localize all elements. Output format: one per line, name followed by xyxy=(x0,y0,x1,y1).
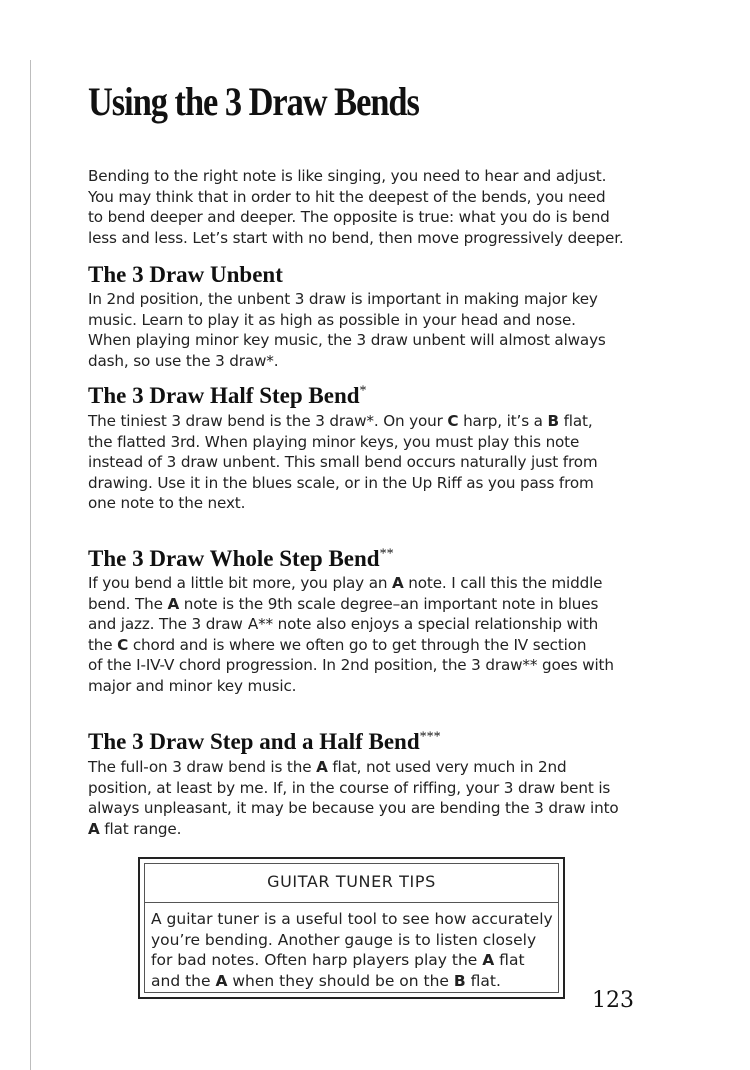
paragraph-step-and-half-bend: The full-on 3 draw bend is the A flat, not used very much in 2nd position, at least by me. If, in the course of riffing, your 3 draw bent is always unpleasant, it may be because you are bending the 3 draw into A flat range. xyxy=(88,758,619,838)
guitar-tuner-tips-box xyxy=(138,857,565,999)
paragraph-unbent: In 2nd position, the unbent 3 draw is important in making major key music. Learn to play it as high as possible in your head and nose. When playing minor key music, the 3 draw unbent will almost always dash, so use the 3 draw*. xyxy=(88,290,606,370)
tips-divider xyxy=(145,902,558,903)
heading-half-step-bend: The 3 Draw Half Step Bend* xyxy=(88,383,367,408)
heading-unbent: The 3 Draw Unbent xyxy=(88,262,283,287)
heading-step-and-half-bend: The 3 Draw Step and a Half Bend*** xyxy=(88,729,441,754)
page-margin-line xyxy=(30,60,31,1070)
paragraph-half-step-bend: The tiniest 3 draw bend is the 3 draw*. On your C harp, it’s a B flat, the flatted 3rd. When playing minor keys, you must play this note instead of 3 draw unbent. This small bend occurs naturally just from drawing. Use it in the blues scale, or in the Up Riff as you pass from one note to the next. xyxy=(88,412,598,512)
paragraph-whole-step-bend: If you bend a little bit more, you play an A note. I call this the middle bend. The A note is the 9th scale degree–an important note in blues and jazz. The 3 draw A** note also enjoys a special relationship with the C chord and is where we often go to get through the IV section of the I-IV-V chord progression. In 2nd position, the 3 draw** goes with major and minor key music. xyxy=(88,574,614,695)
heading-whole-step-bend: The 3 Draw Whole Step Bend** xyxy=(88,546,394,571)
page-title: Using the 3 Draw Bends xyxy=(88,79,419,124)
page-number: 123 xyxy=(592,988,634,1013)
intro-paragraph: Bending to the right note is like singing, you need to hear and adjust. You may think that in order to hit the deepest of the bends, you need to bend deeper and deeper. The opposite is true: what you do is bend less and less. Let’s start with no bend, then move progressively deeper. xyxy=(88,167,624,247)
tips-body: A guitar tuner is a useful tool to see how accurately you’re bending. Another gauge is to listen closely for bad notes. Often harp players play the A flat and the A when they should be on the B flat. xyxy=(151,910,553,990)
tips-title: GUITAR TUNER TIPS xyxy=(267,872,436,891)
